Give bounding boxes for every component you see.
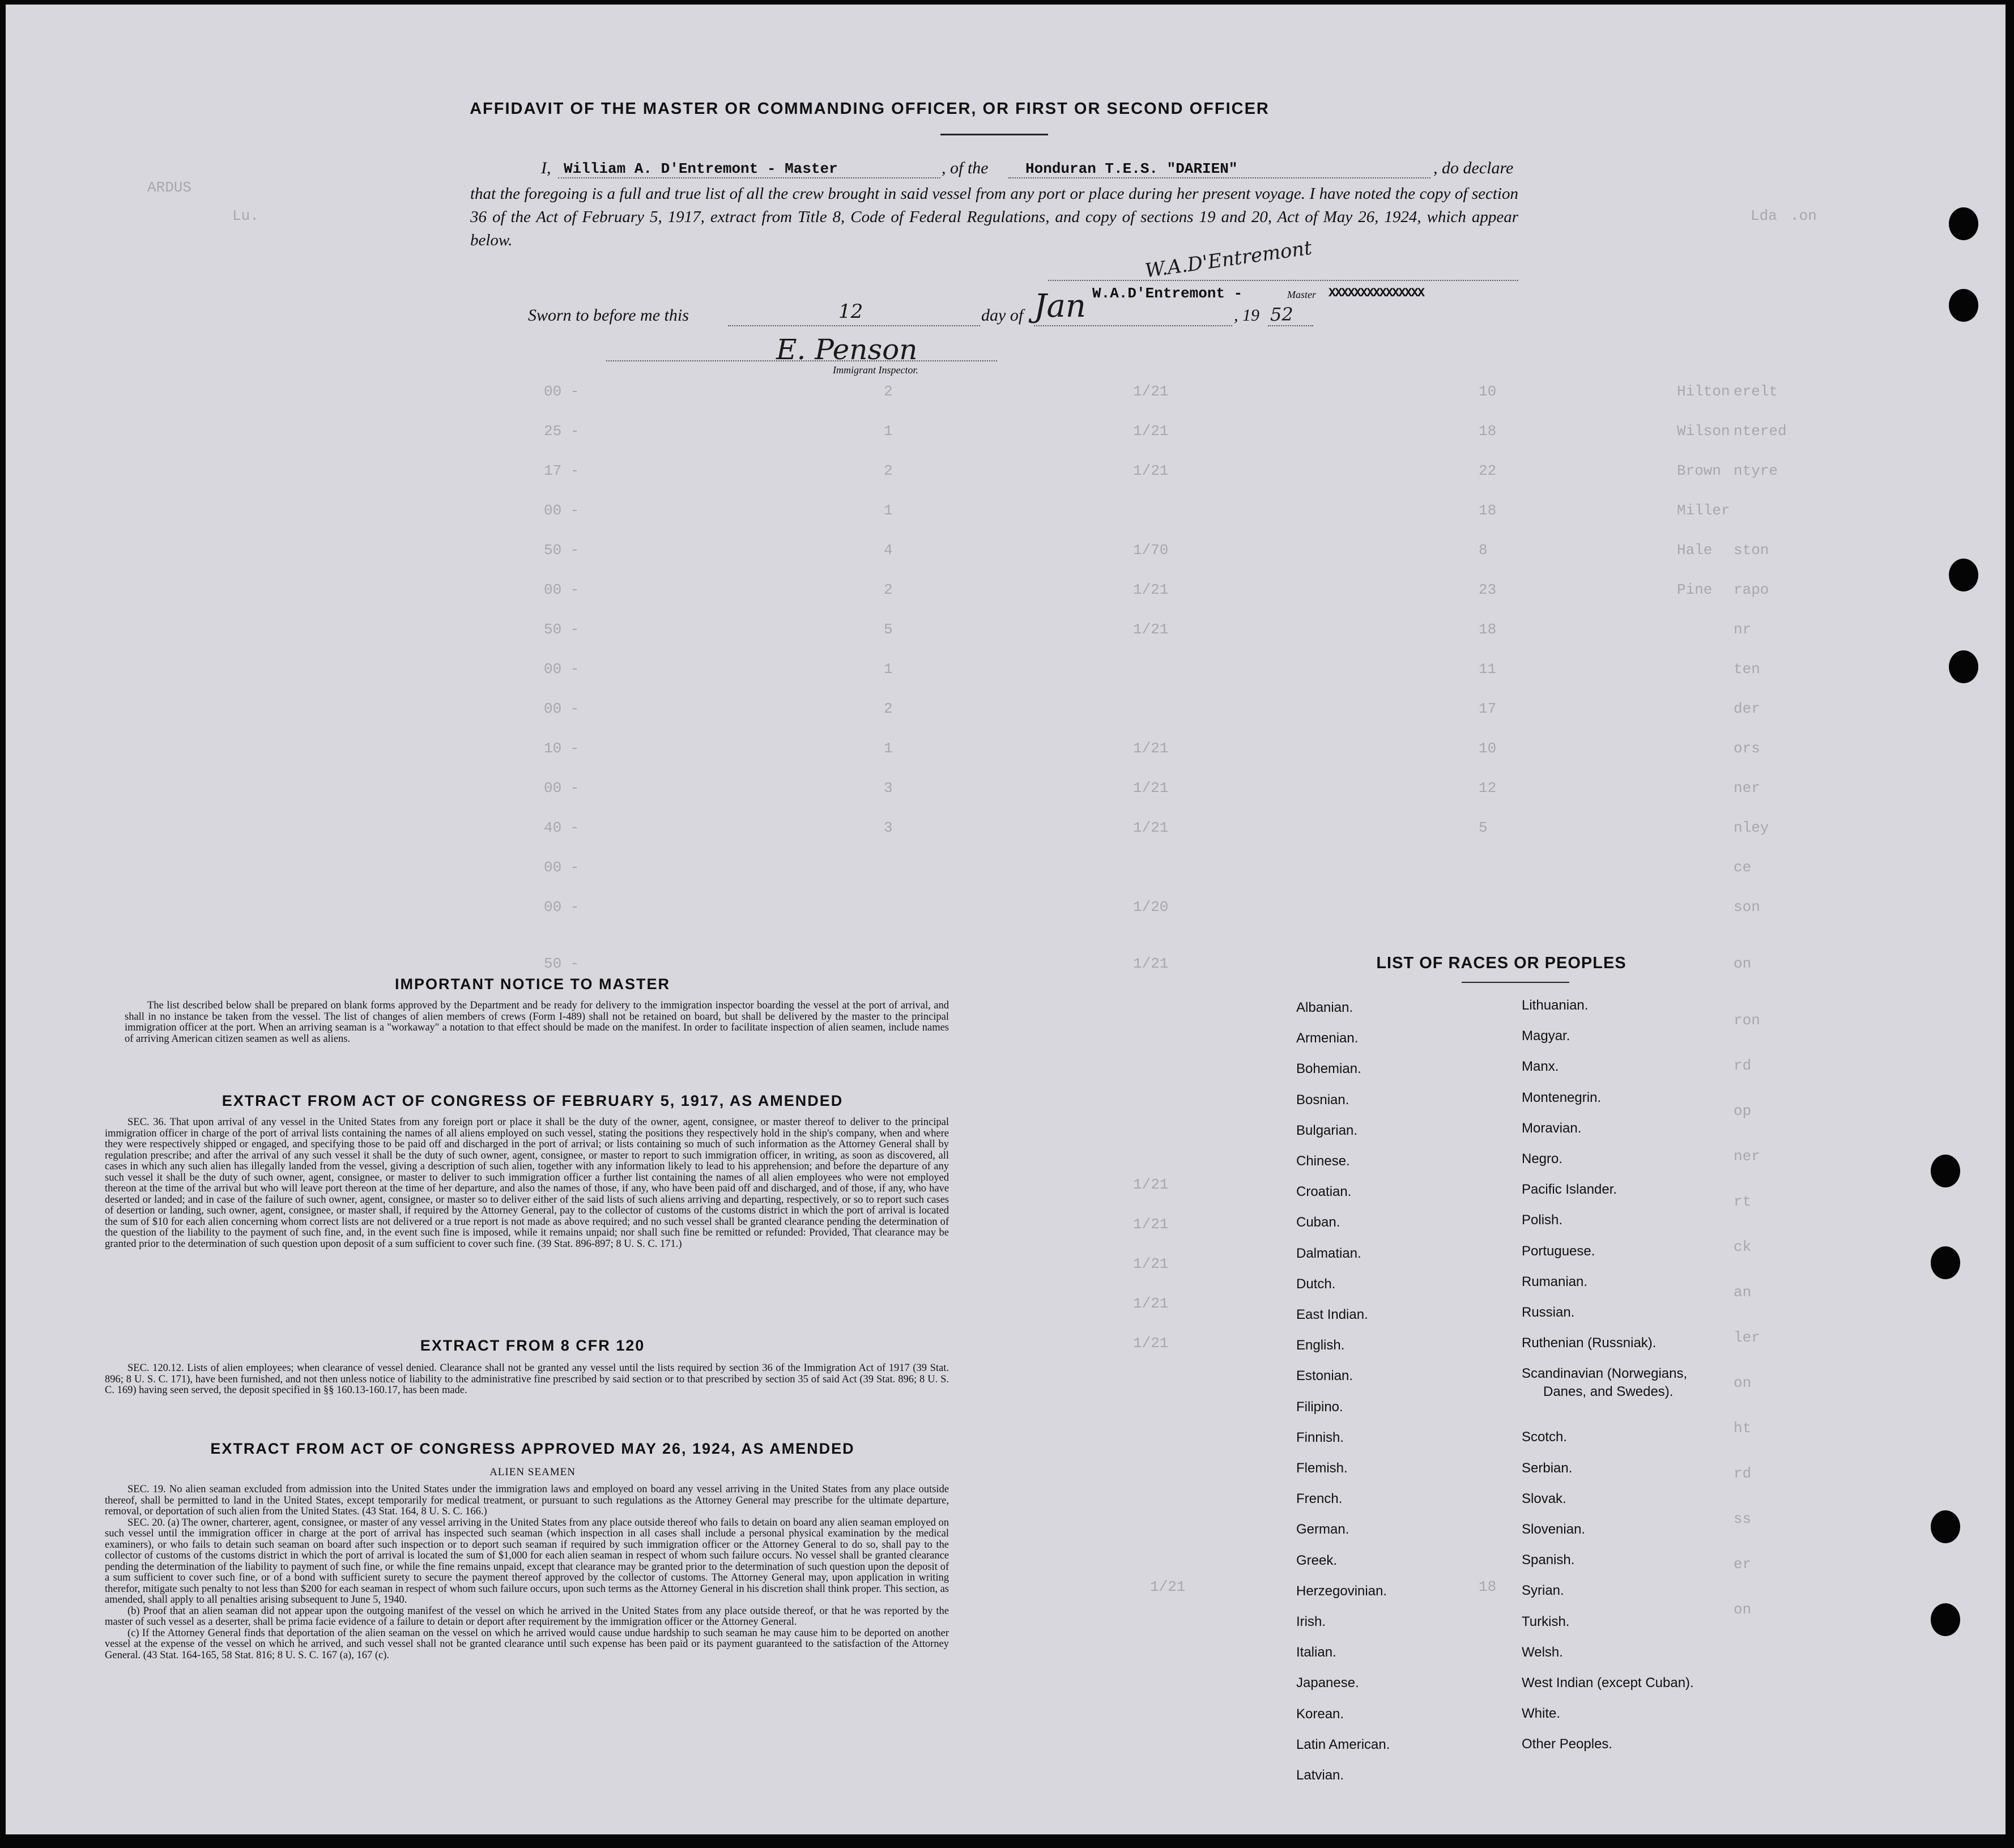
svg-text:18: 18 <box>1479 423 1497 440</box>
declaration-pronoun: I, <box>541 159 551 177</box>
race-item: Greek. <box>1296 1552 1338 1568</box>
svg-text:00 -: 00 - <box>544 859 580 876</box>
svg-text:23: 23 <box>1479 581 1497 598</box>
title-rule <box>940 134 1048 135</box>
section-20b-paragraph: (b) Proof that an alien seaman did not appear upon the outgoing manifest of the vessel on which he arrived in the United States from any place outside thereof, or that he was reported by the master of such vessel as a deserter, shall be prima facie evidence of a failure to detain or deport after requirement by the immigration officer or the Attorney General. <box>105 1605 949 1628</box>
svg-text:rapo: rapo <box>1734 581 1769 598</box>
svg-text:17: 17 <box>1479 700 1497 717</box>
vessel-name-line <box>1008 177 1430 178</box>
punch-hole <box>1931 1603 1960 1636</box>
year-value: 52 <box>1270 304 1293 325</box>
svg-text:on: on <box>1734 1601 1752 1618</box>
svg-text:.on: .on <box>1790 207 1817 224</box>
svg-text:10: 10 <box>1479 383 1497 400</box>
race-item: Italian. <box>1296 1645 1336 1660</box>
punch-hole <box>1931 1510 1960 1543</box>
affidavit-title: AFFIDAVIT OF THE MASTER OR COMMANDING OFFICER, OR FIRST OR SECOND OFFICER <box>470 100 1270 118</box>
svg-text:22: 22 <box>1479 462 1497 479</box>
race-item: Other Peoples. <box>1522 1736 1613 1752</box>
extract-1917-heading: EXTRACT FROM ACT OF CONGRESS OF FEBRUARY 5, 1917, AS AMENDED <box>222 1092 844 1109</box>
notice-paragraph: The list described below shall be prepared on blank forms approved by the Department and be ready for delivery to the immigration inspector boarding the vessel at the port of arrival, and shall in no instance be taken from the vessel. The list of changes of alien members of crews (Form I-489) shall not be retained on board, but shall be delivered by the master to the principal immigration officer at the port. When an arriving seaman is a "workaway" a notation to that effect should be made on the manifest. In order to facilitate inspection of alien seamen, include names of arriving American citizen seamen as well as aliens. <box>125 1000 949 1045</box>
extract-1917-text <box>105 1117 949 1250</box>
race-item: German. <box>1296 1522 1349 1538</box>
svg-text:rd: rd <box>1734 1057 1752 1074</box>
svg-text:5: 5 <box>884 621 893 638</box>
race-item: Serbian. <box>1522 1460 1573 1476</box>
svg-text:ten: ten <box>1734 661 1760 678</box>
svg-text:son: son <box>1734 899 1760 916</box>
svg-text:18: 18 <box>1479 621 1497 638</box>
race-item: Danes, and Swedes). <box>1543 1384 1674 1400</box>
svg-text:1/21: 1/21 <box>1133 621 1169 638</box>
race-item: Scandinavian (Norwegians, <box>1522 1366 1688 1382</box>
section-19-paragraph: SEC. 19. No alien seaman excluded from admission into the United States under the immigration laws and employed on board any vessel arriving in the United States from any place outside thereof, shall be permitted to land in the United States, except temporarily for medical treatment, or pursuant to such regulations as the Attorney General may prescribe for the ultimate departure, removal, or deportation of such alien from the United States. (43 Stat. 164, 8 U. S. C. 166.) <box>105 1484 949 1517</box>
race-item: Bosnian. <box>1296 1092 1349 1108</box>
svg-text:1/21: 1/21 <box>1133 383 1169 400</box>
race-item: Magyar. <box>1522 1028 1570 1044</box>
month-value: Jan <box>1034 288 1086 325</box>
svg-text:ler: ler <box>1734 1329 1760 1346</box>
punch-hole <box>1931 1246 1960 1279</box>
day-value: 12 <box>838 300 863 323</box>
svg-text:Hale: Hale <box>1677 542 1713 559</box>
race-item: Welsh. <box>1522 1644 1563 1660</box>
svg-text:1: 1 <box>884 423 893 440</box>
race-item: Manx. <box>1522 1059 1559 1075</box>
race-item: Irish. <box>1296 1614 1326 1629</box>
do-declare-label: , do declare <box>1433 159 1514 177</box>
svg-text:ARDUS: ARDUS <box>147 179 192 196</box>
race-item: Ruthenian (Russniak). <box>1522 1335 1657 1351</box>
race-item: Estonian. <box>1296 1368 1353 1384</box>
svg-text:an: an <box>1734 1284 1752 1301</box>
race-item: Syrian. <box>1522 1583 1564 1599</box>
race-item: Slovenian. <box>1522 1522 1586 1537</box>
of-the-label: , of the <box>942 159 989 177</box>
svg-text:1/21: 1/21 <box>1133 740 1169 757</box>
race-item: Japanese. <box>1296 1675 1359 1691</box>
svg-text:10 -: 10 - <box>544 740 580 757</box>
race-item: Dalmatian. <box>1296 1245 1361 1261</box>
race-item: Moravian. <box>1522 1120 1582 1136</box>
master-name: William A. D'Entremont - Master <box>564 160 838 177</box>
race-item: Bulgarian. <box>1296 1122 1358 1138</box>
svg-text:1/21: 1/21 <box>1133 462 1169 479</box>
svg-text:3: 3 <box>884 819 893 836</box>
svg-text:nr: nr <box>1734 621 1752 638</box>
svg-text:ht: ht <box>1734 1420 1752 1437</box>
svg-text:00 -: 00 - <box>544 700 580 717</box>
svg-text:2: 2 <box>884 581 893 598</box>
vessel-name: Honduran T.E.S. "DARIEN" <box>1025 160 1238 177</box>
day-line <box>728 325 980 326</box>
race-item: Polish. <box>1522 1212 1563 1228</box>
svg-text:2: 2 <box>884 700 893 717</box>
svg-text:1/21: 1/21 <box>1133 955 1169 972</box>
inspector-line <box>606 360 997 361</box>
svg-text:1/21: 1/21 <box>1150 1578 1186 1595</box>
race-item: Russian. <box>1522 1305 1575 1320</box>
race-item: Latvian. <box>1296 1768 1344 1783</box>
races-heading: LIST OF RACES OR PEOPLES <box>1376 954 1626 972</box>
race-item: Montenegrin. <box>1522 1089 1602 1105</box>
race-item: Spanish. <box>1522 1552 1575 1568</box>
svg-text:12: 12 <box>1479 780 1497 797</box>
svg-text:1: 1 <box>884 661 893 678</box>
race-item: Herzegovinian. <box>1296 1583 1387 1599</box>
svg-text:00 -: 00 - <box>544 581 580 598</box>
races-rule <box>1462 982 1569 983</box>
svg-text:17 -: 17 - <box>544 462 580 479</box>
punch-hole <box>1949 559 1978 591</box>
master-name-line <box>558 177 940 178</box>
svg-text:ntered: ntered <box>1734 423 1787 440</box>
svg-text:50 -: 50 - <box>544 542 580 559</box>
svg-text:8: 8 <box>1479 542 1488 559</box>
svg-text:nley: nley <box>1734 819 1769 836</box>
signature-line <box>1048 280 1518 281</box>
svg-text:ner: ner <box>1734 1148 1760 1165</box>
section-20c-paragraph: (c) If the Attorney General finds that deportation of the alien seaman on the vessel on which he arrived would cause undue hardship to such seaman he may cause him to be deported on another vessel at the expense of the vessel on which he arrived, and such vessel shall not be granted clearance until such expense has been paid or its payment guaranteed to the satisfaction of the Attorney General. (43 Stat. 164-165, 58 Stat. 816; 8 U. S. C. 167 (a), 167 (c). <box>105 1627 949 1661</box>
svg-text:1/21: 1/21 <box>1133 780 1169 797</box>
svg-text:00 -: 00 - <box>544 661 580 678</box>
svg-text:rt: rt <box>1734 1193 1752 1210</box>
svg-text:00 -: 00 - <box>544 383 580 400</box>
race-item: White. <box>1522 1706 1561 1722</box>
svg-text:4: 4 <box>884 542 893 559</box>
year-prefix: , 19 <box>1234 306 1259 325</box>
svg-text:11: 11 <box>1479 661 1497 678</box>
svg-text:2: 2 <box>884 462 893 479</box>
svg-text:Brown: Brown <box>1677 462 1722 479</box>
month-line <box>1034 325 1232 326</box>
svg-text:18: 18 <box>1479 1578 1497 1595</box>
svg-text:erelt: erelt <box>1734 383 1778 400</box>
race-item: Dutch. <box>1296 1276 1336 1292</box>
day-label: day of <box>981 306 1024 325</box>
svg-text:1/21: 1/21 <box>1133 1216 1169 1233</box>
svg-text:on: on <box>1734 955 1752 972</box>
punch-hole <box>1949 650 1978 683</box>
race-item: Lithuanian. <box>1522 998 1589 1013</box>
svg-text:1/21: 1/21 <box>1133 1335 1169 1352</box>
typed-signature: W.A.D'Entremont - <box>1092 285 1243 302</box>
race-item: Armenian. <box>1296 1031 1359 1046</box>
race-item: Slovak. <box>1522 1491 1566 1506</box>
race-item: Portuguese. <box>1522 1243 1595 1259</box>
svg-text:op: op <box>1734 1102 1752 1119</box>
svg-text:00 -: 00 - <box>544 780 580 797</box>
svg-text:ors: ors <box>1734 740 1760 757</box>
alien-seamen-subtitle: ALIEN SEAMEN <box>489 1466 576 1478</box>
svg-text:1/70: 1/70 <box>1133 542 1169 559</box>
svg-text:1/20: 1/20 <box>1133 899 1169 916</box>
svg-text:Lda: Lda <box>1751 207 1777 224</box>
race-item: Bohemian. <box>1296 1061 1361 1077</box>
race-item: Rumanian. <box>1522 1274 1588 1289</box>
master-label: Master <box>1287 289 1316 300</box>
svg-text:Hilton: Hilton <box>1677 383 1730 400</box>
extract-cfr-heading: EXTRACT FROM 8 CFR 120 <box>420 1337 645 1354</box>
extract-cfr-text <box>105 1363 949 1396</box>
race-item: Albanian. <box>1296 1000 1353 1015</box>
race-item: Latin American. <box>1296 1736 1390 1752</box>
svg-text:Wilson: Wilson <box>1677 423 1730 440</box>
inspector-signature: E. Penson <box>776 333 918 366</box>
race-item: Chinese. <box>1296 1153 1350 1169</box>
svg-text:der: der <box>1734 700 1760 717</box>
punch-hole <box>1931 1155 1960 1187</box>
svg-text:on: on <box>1734 1374 1752 1391</box>
notice-heading: IMPORTANT NOTICE TO MASTER <box>395 976 670 993</box>
race-item: East Indian. <box>1296 1307 1368 1322</box>
svg-text:ce: ce <box>1734 859 1752 876</box>
master-signature: W.A.D'Entremont <box>1143 236 1314 283</box>
svg-text:50 -: 50 - <box>544 955 580 972</box>
race-item: Turkish. <box>1522 1613 1570 1629</box>
svg-text:Pine: Pine <box>1677 581 1713 598</box>
race-item: Croatian. <box>1296 1184 1352 1200</box>
race-item: Cuban. <box>1296 1215 1340 1230</box>
declaration-text: that the foregoing is a full and true list of all the crew brought in said vessel from any port or place during her present voyage. I have noted the copy of section 36 of the Act of February 5, 1917, extract from Title 8, Code of Federal Regulations, and copy of sections 19 and 20, Act of May 26, 1924, which appear below. <box>470 185 1518 249</box>
svg-text:18: 18 <box>1479 502 1497 519</box>
svg-text:ston: ston <box>1734 542 1769 559</box>
race-item: Flemish. <box>1296 1460 1348 1476</box>
svg-text:er: er <box>1734 1556 1752 1573</box>
race-item: Pacific Islander. <box>1522 1182 1617 1198</box>
race-item: English. <box>1296 1338 1345 1353</box>
race-item: Filipino. <box>1296 1399 1343 1415</box>
svg-text:3: 3 <box>884 780 893 797</box>
svg-text:ron: ron <box>1734 1012 1760 1029</box>
sworn-text: Sworn to before me this <box>528 306 689 325</box>
inspector-label: Immigrant Inspector. <box>833 364 918 376</box>
svg-text:5: 5 <box>1479 819 1488 836</box>
svg-text:ner: ner <box>1734 780 1760 797</box>
section-20a-paragraph: SEC. 20. (a) The owner, charterer, agent, consignee, or master of any vessel arriving in the United States from any place outside thereof who fails to detain on board any alien seaman employed on such vessel until the immigration officer in charge at the port of arrival has inspected such seaman (which inspection in all cases shall include a personal physical examination by the medical examiners), or who fails to detain such seaman on board after such inspection or to deport such seaman if required by such immigration officer or the Attorney General to do so, shall pay to the collector of customs of the customs district in which the port of arrival is located the sum of $1,000 for each alien seaman in respect of whom such failure occurs. No vessel shall be granted clearance pending the determination of the liability to payment of such fine, or while the fine remains unpaid, except that clearance may be granted prior to the determination of such question upon the deposit of a sum sufficient to cover such fine, or of a bond with sufficient surety to secure the payment thereof approved by the collector of customs. The Attorney General may, upon application in writing therefor, mitigate such penalty to not less than $200 for each seaman in respect of whom such failure occurs, upon such terms as the Attorney General in his discretion shall think proper. This section, as amended, shall apply to all penalties arising subsequent to June 5, 1940. <box>105 1517 949 1606</box>
svg-text:25 -: 25 - <box>544 423 580 440</box>
svg-text:2: 2 <box>884 383 893 400</box>
svg-text:50 -: 50 - <box>544 621 580 638</box>
punch-hole <box>1949 207 1978 240</box>
svg-text:Miller: Miller <box>1677 502 1730 519</box>
svg-text:ntyre: ntyre <box>1734 462 1778 479</box>
race-item: Negro. <box>1522 1151 1563 1166</box>
section-36-paragraph: SEC. 36. That upon arrival of any vessel in the United States from any foreign port or place it shall be the duty of the owner, agent, consignee, or master thereof to deliver to the principal immigration officer in charge of the port of arrival lists containing the names of all aliens employed on such vessel, stating the positions they respectively hold in the ship's company, when and where they were respectively shipped or engaged, and specifying those to be paid off and discharged in the port of arrival; or lists containing so much of such information as the Attorney General shall by regulation prescribe; and after the arrival of any such vessel it shall be the duty of such owner, agent, consignee, or master to report to such immigration officer, in writing, as soon as discovered, all cases in which any such alien has illegally landed from the vessel, giving a description of such alien, together with any information likely to lead to his apprehension; and before the departure of any such vessel it shall be the duty of such owner, agent, consignee, or master to deliver to such immigration officer a further list containing the names of all alien employees who were not employed thereon at the time of the arrival but who will leave port thereon at the time of her departure, and also the names of those, if any, who have been paid off and discharged, and of those, if any, who have deserted or landed; and in case of the failure of such owner, agent, consignee, or master so to deliver either of the said lists of such aliens arriving and departing, respectively, or so to report such cases of desertion or landing, such owner, agent, consignee, or master shall, if required by the Attorney General, pay to the collector of customs of the customs district in which the port of arrival is located the sum of $10 for each alien concerning whom correct lists are not delivered or a true report is not made as above required; and no such vessel shall be granted clearance pending the determination of the question of the liability to the payment of such fine, and, in the event such fine is imposed, while it remains unpaid; nor shall such fine be remitted or refunded: Provided, That clearance may be granted prior to the determination of such question upon deposit of a sum sufficient to cover such fine. (39 Stat. 896-897; 8 U. S. C. 171.) <box>105 1117 949 1250</box>
extract-1924-text <box>105 1484 949 1661</box>
svg-text:1/21: 1/21 <box>1133 819 1169 836</box>
svg-text:ck: ck <box>1734 1238 1752 1255</box>
manifest-page <box>6 5 2006 1834</box>
year-line <box>1268 325 1313 326</box>
svg-text:1/21: 1/21 <box>1133 1255 1169 1272</box>
svg-text:1/21: 1/21 <box>1133 1295 1169 1312</box>
svg-text:00 -: 00 - <box>544 502 580 519</box>
punch-hole <box>1949 289 1978 322</box>
svg-text:1: 1 <box>884 502 893 519</box>
svg-text:1: 1 <box>884 740 893 757</box>
race-item: French. <box>1296 1491 1343 1507</box>
svg-text:rd: rd <box>1734 1465 1752 1482</box>
svg-text:1/21: 1/21 <box>1133 581 1169 598</box>
race-item: Korean. <box>1296 1706 1344 1722</box>
master-strikeout: XXXXXXXXXXXXXXX <box>1329 286 1424 300</box>
race-item: Finnish. <box>1296 1429 1344 1445</box>
extract-1924-heading: EXTRACT FROM ACT OF CONGRESS APPROVED MAY 26, 1924, AS AMENDED <box>210 1440 855 1457</box>
svg-text:10: 10 <box>1479 740 1497 757</box>
svg-text:40 -: 40 - <box>544 819 580 836</box>
race-item: West Indian (except Cuban). <box>1522 1675 1694 1691</box>
section-120-paragraph: SEC. 120.12. Lists of alien employees; when clearance of vessel denied. Clearance shall not be granted any vessel until the lists required by section 36 of the Immigration Act of 1917 (39 Stat. 896; 8 U. S. C. 171), have been furnished, and not then unless notice of liability to the administrative fine prescribed by said section or to that prescribed by section 35 of said Act (39 Stat. 896; 8 U. S. C. 169) having seen served, the deposit specified in §§ 160.13-160.17, has been made. <box>105 1362 949 1396</box>
notice-text <box>125 1000 949 1045</box>
svg-text:00 -: 00 - <box>544 899 580 916</box>
svg-text:1/21: 1/21 <box>1133 1176 1169 1193</box>
svg-text:ss: ss <box>1734 1510 1752 1527</box>
race-item: Scotch. <box>1522 1429 1568 1445</box>
svg-text:Lu.: Lu. <box>232 207 259 224</box>
svg-text:1/21: 1/21 <box>1133 423 1169 440</box>
